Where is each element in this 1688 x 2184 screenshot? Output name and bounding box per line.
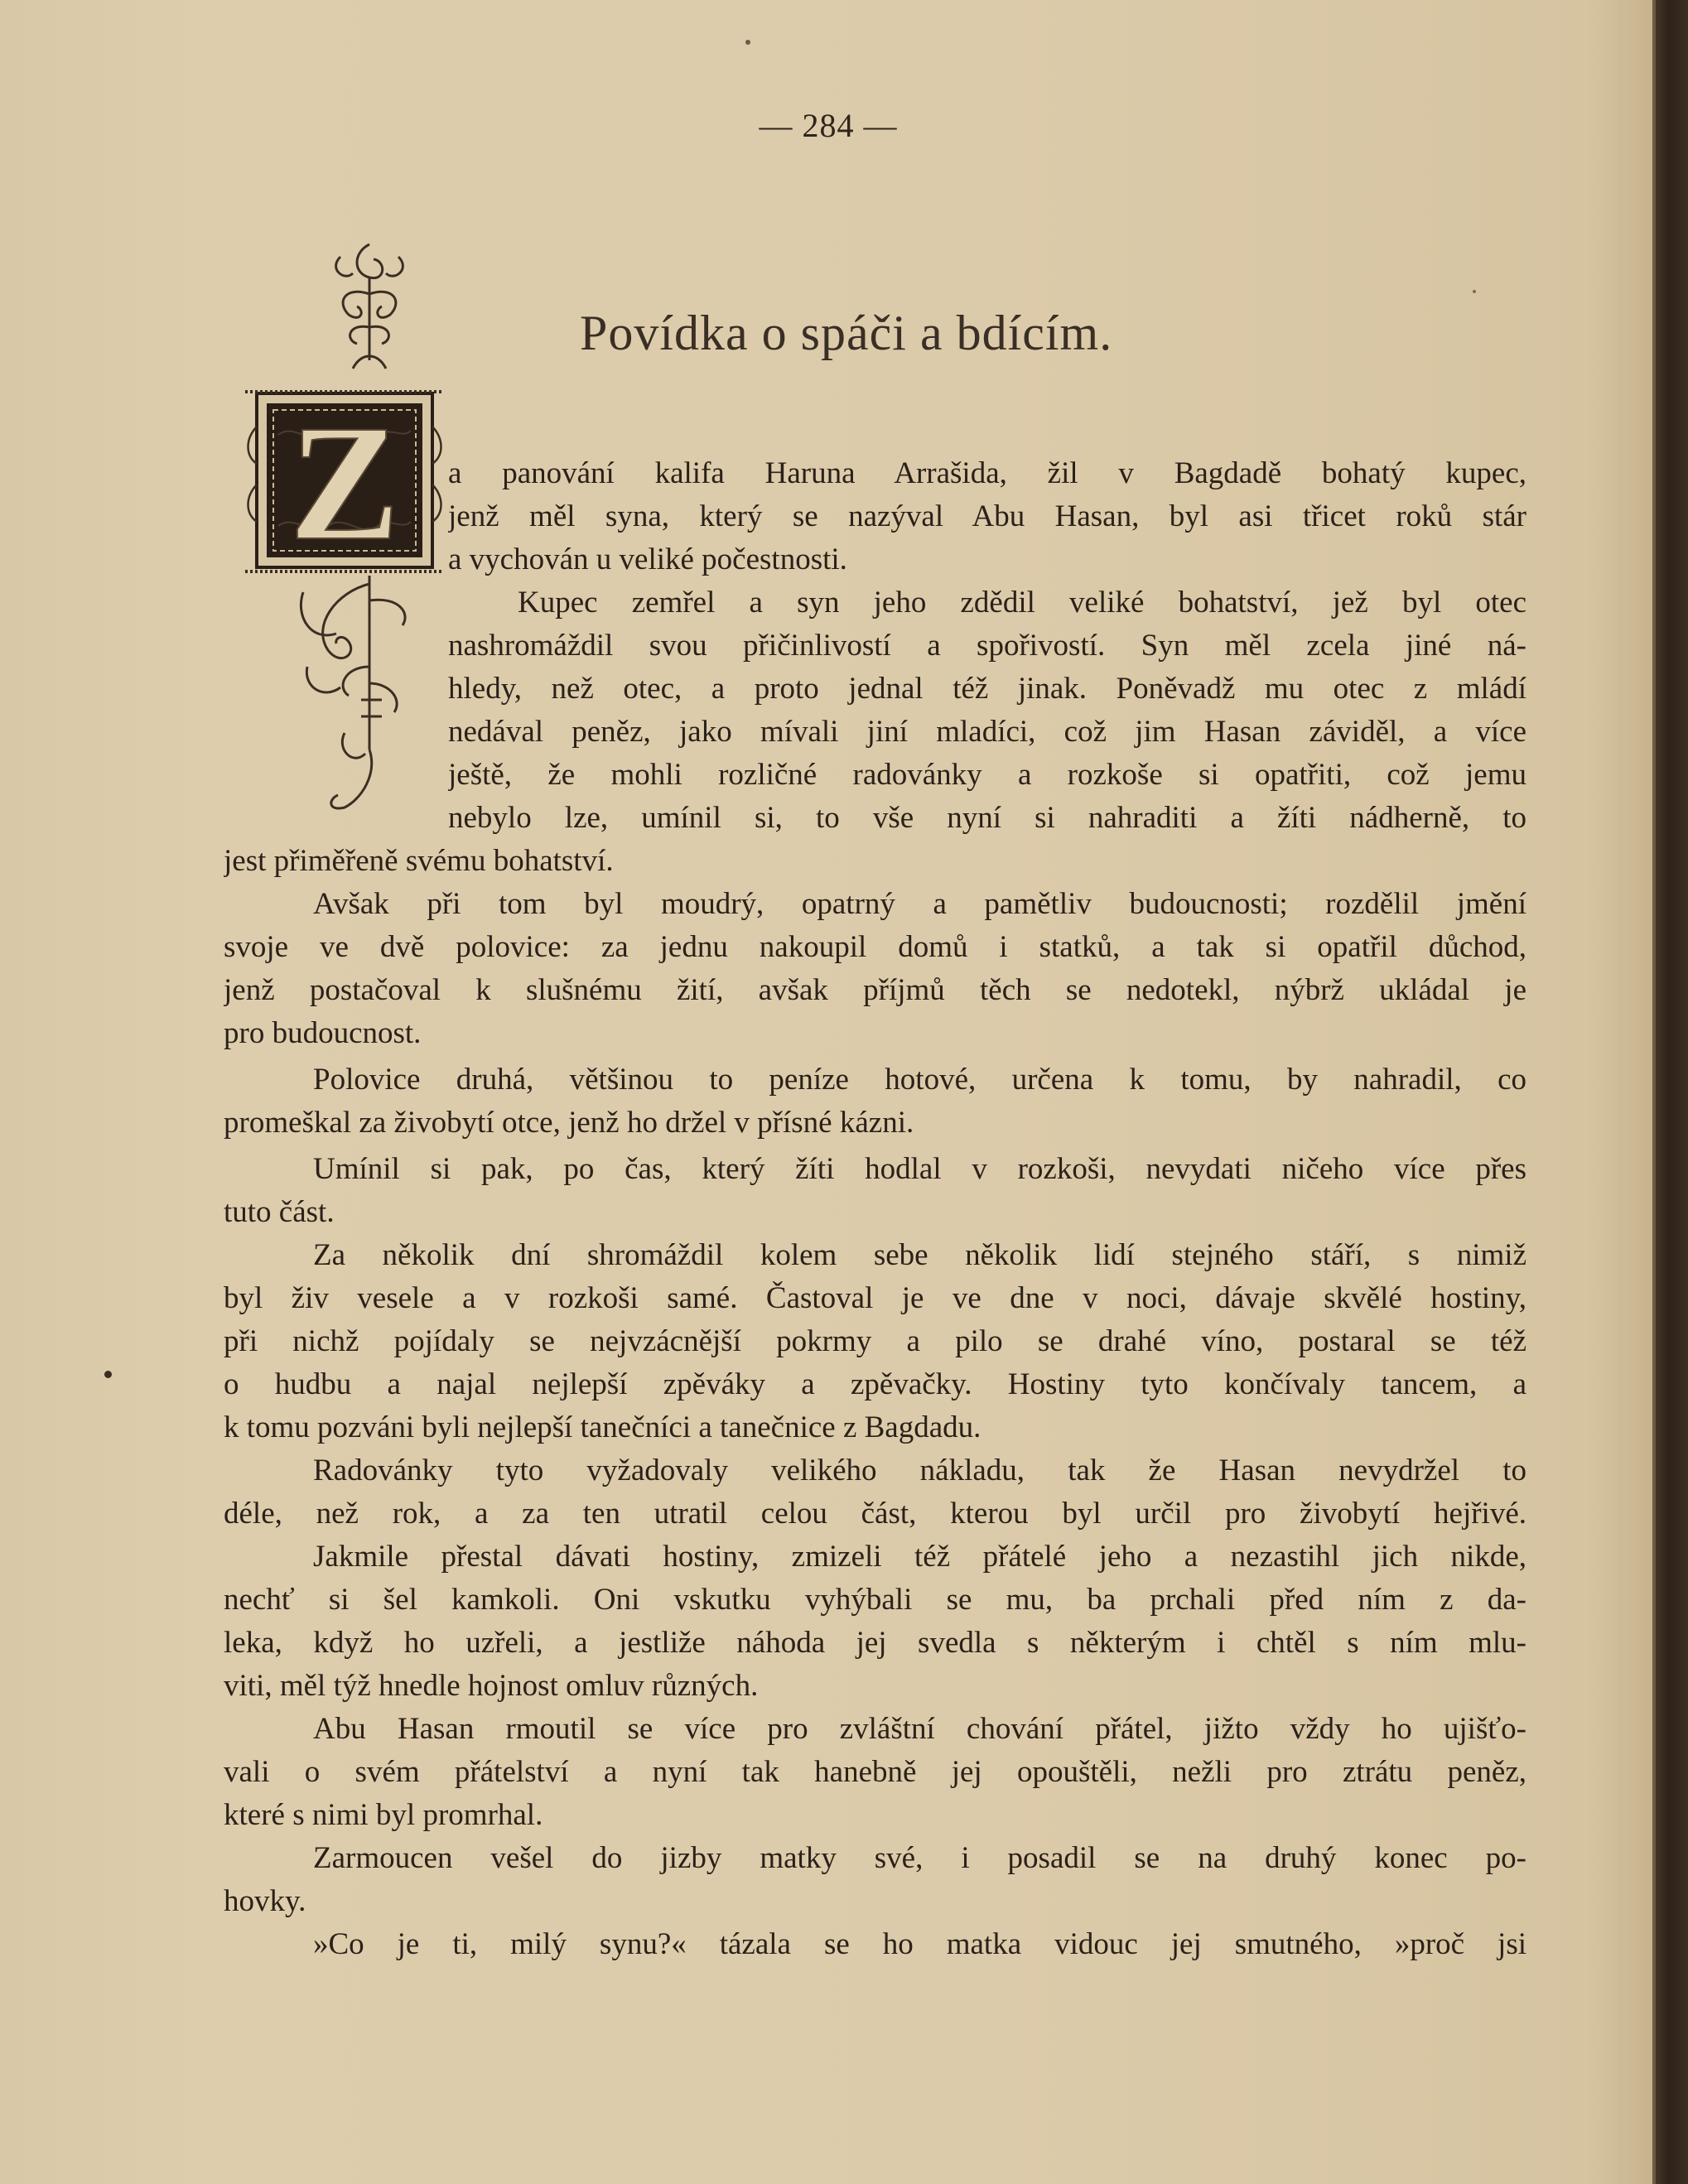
ornament-flourish-top bbox=[343, 244, 396, 369]
text-line: Abu Hasan rmoutil se více pro zvláštní chování přátel, jižto vždy ho ujišťo- bbox=[313, 1712, 1526, 1746]
decorative-initial bbox=[245, 236, 444, 828]
text-line: při nichž pojídaly se nejvzácnější pokrmy a pilo se drahé víno, postaral se též bbox=[224, 1324, 1526, 1358]
text-line: Za několik dní shromáždil kolem sebe několik lidí stejného stáří, s nimiž bbox=[313, 1238, 1526, 1272]
text-line: jenž měl syna, který se nazýval Abu Hasan, byl asi třicet roků stár bbox=[448, 499, 1526, 533]
text-line: Avšak při tom byl moudrý, opatrný a pamětliv budoucnosti; rozdělil jmění bbox=[313, 887, 1526, 921]
text-line: vali o svém přátelství a nyní tak hanebně jej opouštěli, nežli pro ztrátu peněz, bbox=[224, 1755, 1526, 1789]
text-line: hovky. bbox=[224, 1884, 306, 1918]
text-line: déle, než rok, a za ten utratil celou část, kterou byl určil pro živobytí hejřivé. bbox=[224, 1497, 1526, 1531]
text-line: hledy, než otec, a proto jednal též jinak. Poněvadž mu otec z mládí bbox=[448, 672, 1526, 706]
text-line: jest přiměřeně svému bohatství. bbox=[224, 844, 614, 878]
text-line: k tomu pozváni byli nejlepší tanečníci a tanečnice z Bagdadu. bbox=[224, 1410, 981, 1444]
text-line: nebylo lze, umínil si, to vše nyní si nahraditi a žíti nádherně, to bbox=[448, 801, 1526, 835]
text-line: které s nimi byl promrhal. bbox=[224, 1798, 543, 1832]
text-line: viti, měl týž hnedle hojnost omluv různých. bbox=[224, 1669, 759, 1703]
text-line: nashromáždil svou přičinlivostí a spořivostí. Syn měl zcela jiné ná- bbox=[448, 629, 1526, 663]
text-line: Zarmoucen vešel do jizby matky své, i posadil se na druhý konec po- bbox=[313, 1841, 1526, 1875]
text-line: nedával peněz, jako mívali jiní mladíci, což jim Hasan záviděl, a více bbox=[448, 715, 1526, 749]
text-line: Polovice druhá, většinou to peníze hotové, určena k tomu, by nahradil, co bbox=[313, 1063, 1526, 1097]
book-spine-edge bbox=[1652, 0, 1688, 2184]
text-line: Jakmile přestal dávati hostiny, zmizeli též přátelé jeho a nezastihl jich nikde, bbox=[313, 1540, 1526, 1574]
initial-letter: Z bbox=[289, 392, 400, 575]
paper-speck bbox=[104, 1371, 112, 1378]
text-line: ještě, že mohli rozličné radovánky a rozkoše si opatřiti, což jemu bbox=[448, 758, 1526, 792]
page-number: — 284 — bbox=[759, 107, 898, 144]
paper-speck bbox=[745, 40, 750, 45]
text-line: a vychován u veliké počestnosti. bbox=[448, 542, 847, 576]
text-line: leka, když ho uzřeli, a jestliže náhoda jej svedla s některým i chtěl s ním mlu- bbox=[224, 1626, 1526, 1660]
paper-speck bbox=[1473, 290, 1476, 293]
text-line: a panování kalifa Haruna Arrašida, žil v Bagdadě bohatý kupec, bbox=[448, 456, 1526, 490]
text-line: promeškal za živobytí otce, jenž ho držel v přísné kázni. bbox=[224, 1106, 914, 1140]
text-line: »Co je ti, milý synu?« tázala se ho matka vidouc jej smutného, »proč jsi bbox=[313, 1927, 1526, 1961]
text-line: pro budoucnost. bbox=[224, 1016, 422, 1050]
text-line: o hudbu a najal nejlepší zpěváky a zpěvačky. Hostiny tyto končívaly tancem, a bbox=[224, 1367, 1526, 1401]
ornament-flourish-bottom bbox=[323, 576, 405, 808]
text-line: Radovánky tyto vyžadovaly velikého nákladu, tak že Hasan nevydržel to bbox=[313, 1454, 1526, 1487]
text-line: svoje ve dvě polovice: za jednu nakoupil domů i statků, a tak si opatřil důchod, bbox=[224, 930, 1526, 964]
text-line: Kupec zemřel a syn jeho zdědil veliké bohatství, jež byl otec bbox=[518, 586, 1526, 620]
text-line: Umínil si pak, po čas, který žíti hodlal v rozkoši, nevydati ničeho více přes bbox=[313, 1152, 1526, 1186]
chapter-title: Povídka o spáči a bdícím. bbox=[580, 306, 1113, 360]
text-line: nechť si šel kamkoli. Oni vskutku vyhýbali se mu, ba prchali před ním z da- bbox=[224, 1583, 1526, 1617]
text-line: byl živ vesele a v rozkoši samé. Častoval je ve dne v noci, dávaje skvělé hostiny, bbox=[224, 1281, 1526, 1315]
text-line: tuto část. bbox=[224, 1195, 335, 1229]
text-line: jenž postačoval k slušnému žití, avšak příjmů těch se nedotekl, nýbrž ukládal je bbox=[224, 973, 1526, 1007]
